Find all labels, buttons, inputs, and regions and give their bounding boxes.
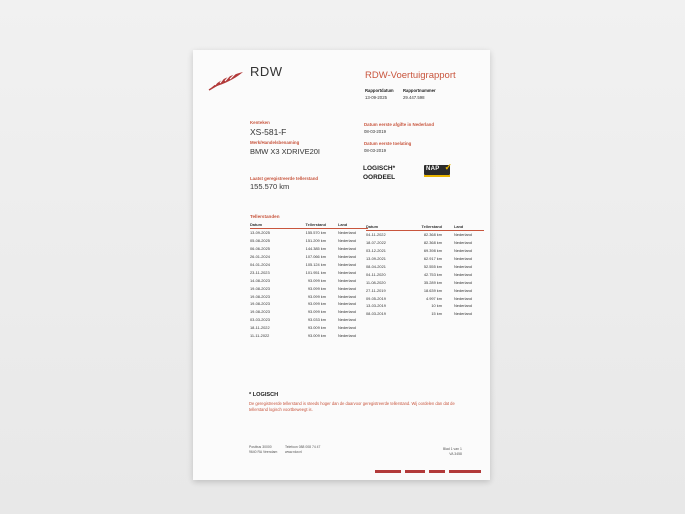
footer-web: www.rdw.nl [285, 450, 302, 454]
reading-land: Nederland [454, 248, 472, 254]
reading-land: Nederland [454, 232, 472, 238]
reading-land: Nederland [338, 293, 356, 299]
plate-value: XS-581-F [250, 127, 287, 137]
check-icon: ✓ [444, 162, 452, 172]
reading-km: 35.289 km [423, 279, 442, 285]
reading-land: Nederland [338, 277, 356, 283]
footer-stripe [405, 470, 425, 473]
reading-land: Nederland [338, 230, 356, 236]
reading-date: 04-01-2024 [250, 262, 270, 267]
table-row [250, 316, 368, 324]
first-nl-label: Datum eerste afgifte in Nederland [364, 122, 435, 127]
reading-km: 93.099 km [307, 293, 326, 299]
reading-date: 18-11-2022 [250, 325, 270, 331]
reading-date: 19-08-2023 [250, 285, 270, 291]
reading-date: 05-08-2025 [250, 238, 270, 244]
report-sheet [193, 50, 490, 480]
report-title: RDW-Voertuigrapport [365, 70, 456, 81]
reading-date: 09-05-2019 [366, 295, 386, 301]
table-row [366, 294, 484, 302]
reading-land: Nederland [454, 311, 472, 317]
reading-date: 04-11-2022 [366, 232, 386, 238]
reading-km: 93.009 km [307, 333, 326, 339]
table-row [366, 255, 484, 263]
readings-table-right [366, 223, 484, 318]
report-number-label: Rapportnummer [403, 88, 436, 93]
table-row [250, 324, 368, 332]
reading-date: 08-04-2021 [366, 264, 386, 269]
reading-km: 62.917 km [423, 256, 442, 262]
reading-date: 08-03-2019 [366, 311, 386, 317]
reading-km: 93.033 km [307, 317, 326, 323]
reading-date: 11-08-2020 [366, 279, 386, 285]
reading-km: 82.368 km [423, 240, 442, 246]
footer-stripe [375, 470, 401, 473]
col-land-header: Land [338, 221, 368, 229]
footer-address-line1: Postbus 30000 [249, 445, 272, 449]
reading-date: 11-11-2022 [250, 333, 270, 339]
reading-land: Nederland [454, 295, 472, 301]
nap-badge [424, 162, 452, 175]
reading-km: 155.570 km [305, 230, 326, 236]
logo-text: RDW [250, 64, 283, 79]
reading-land: Nederland [454, 264, 472, 269]
footer-stripe [449, 470, 481, 473]
table-row [250, 261, 368, 269]
reading-date: 03-03-2023 [250, 317, 270, 323]
reading-km: 105.124 km [305, 262, 326, 267]
table-row [250, 332, 368, 340]
reading-date: 19-08-2023 [250, 301, 270, 307]
table-row [250, 253, 368, 261]
table-row [366, 247, 484, 255]
reading-km: 42.753 km [423, 271, 442, 277]
footer-address [249, 445, 277, 455]
reading-km: 93.099 km [307, 309, 326, 315]
reading-km: 101.951 km [305, 269, 326, 275]
first-nl-value: 08-03-2019 [364, 129, 386, 134]
table-row [250, 276, 368, 284]
reading-km: 107.066 km [305, 254, 326, 260]
table-row [250, 292, 368, 300]
footer-page [443, 447, 462, 457]
reading-date: 13-03-2019 [366, 303, 386, 309]
col-km-header: Tellerstand [406, 223, 454, 231]
reading-land: Nederland [454, 279, 472, 285]
reading-km: 93.099 km [307, 277, 326, 283]
reading-date: 18-07-2022 [366, 240, 386, 246]
reading-km: 151.209 km [305, 238, 326, 244]
table-row [250, 245, 368, 253]
judgement-line2: OORDEEL [363, 174, 396, 181]
table-row [250, 300, 368, 308]
col-date-header: Datum [366, 223, 406, 231]
table-row [250, 284, 368, 292]
judgement-line1: LOGISCH* [363, 165, 396, 172]
reading-km: 18.639 km [423, 287, 442, 293]
table-row [366, 239, 484, 247]
make-label: Merk/Handelsbenaming [250, 140, 300, 145]
footer-phone: Telefoon 088 008 74 47 [285, 445, 321, 449]
report-date-value: 13-09-2025 [365, 95, 387, 100]
reading-land: Nederland [454, 256, 472, 262]
nap-text: NAP [426, 166, 440, 172]
nap-bar [424, 175, 450, 177]
reading-km: 82.368 km [423, 232, 442, 238]
table-row [366, 270, 484, 278]
reading-land: Nederland [454, 287, 472, 293]
reading-date: 04-11-2020 [366, 271, 386, 277]
reading-date: 23-11-2023 [250, 269, 270, 275]
first-admission-value: 08-03-2019 [364, 148, 386, 153]
reading-km: 69.398 km [423, 248, 442, 254]
footnote-text: De geregistreerde tellerstand is steeds hoger dan de daarvoor geregistreerde tellerstand. Wij oordelen dan dat de tellerstand logisch voortbeweegt is. [249, 401, 455, 412]
table-row [366, 310, 484, 318]
reading-date: 19-08-2023 [250, 293, 270, 299]
reading-date: 06-06-2025 [250, 246, 270, 252]
footer-contact [285, 445, 320, 455]
table-row [366, 302, 484, 310]
reading-date: 03-12-2021 [366, 248, 386, 254]
table-row [250, 308, 368, 316]
col-land-header: Land [454, 223, 484, 231]
report-number-value: 29.447.598 [403, 95, 425, 100]
reading-km: 52.555 km [423, 264, 442, 269]
col-km-header: Tellerstand [290, 221, 338, 229]
footer-code: VA 3458 [449, 452, 462, 456]
reading-land: Nederland [454, 271, 472, 277]
first-admission-label: Datum eerste toelating [364, 141, 412, 146]
mileage-label: Laatst geregistreerde tellerstand [250, 176, 319, 181]
reading-land: Nederland [338, 246, 356, 252]
reading-land: Nederland [454, 303, 472, 309]
reading-km: 93.009 km [307, 325, 326, 331]
reading-land: Nederland [338, 333, 356, 339]
footnote-head: * LOGISCH [249, 392, 279, 398]
reading-land: Nederland [338, 325, 356, 331]
readings-table-left [250, 221, 368, 339]
reading-land: Nederland [338, 301, 356, 307]
mileage-value: 155.570 km [250, 182, 290, 191]
reading-km: 15 km [431, 311, 442, 317]
plate-label: Kenteken [250, 120, 270, 125]
table-row [250, 268, 368, 276]
table-row [366, 231, 484, 239]
reading-date: 13-09-2021 [366, 256, 386, 262]
footer-stripe [429, 470, 445, 473]
reading-land: Nederland [338, 285, 356, 291]
make-value: BMW X3 XDRIVE20I [250, 147, 321, 156]
reading-date: 19-08-2023 [250, 309, 270, 315]
table-row [366, 263, 484, 271]
reading-km: 4.997 km [425, 295, 442, 301]
reading-km: 10 km [431, 303, 442, 309]
table-row [250, 237, 368, 245]
report-date-label: Rapportdatum [365, 88, 394, 93]
reading-km: 93.099 km [307, 285, 326, 291]
reading-land: Nederland [338, 254, 356, 260]
readings-title: Tellerstanden [250, 214, 280, 219]
footer-page-number: Blad 1 van 1 [443, 447, 462, 451]
reading-land: Nederland [338, 269, 356, 275]
table-row [366, 278, 484, 286]
reading-date: 26-01-2024 [250, 254, 270, 260]
rdw-logo-icon [207, 68, 247, 92]
reading-km: 93.099 km [307, 301, 326, 307]
reading-date: 13-09-2025 [250, 230, 270, 236]
reading-land: Nederland [338, 309, 356, 315]
reading-land: Nederland [338, 238, 356, 244]
table-row [250, 229, 368, 237]
col-date-header: Datum [250, 221, 290, 229]
footer-address-line2: 9640 RA Veendam [249, 450, 278, 454]
reading-land: Nederland [338, 317, 356, 323]
reading-land: Nederland [338, 262, 356, 267]
table-row [366, 286, 484, 294]
reading-date: 27-11-2019 [366, 287, 386, 293]
reading-date: 14-08-2023 [250, 277, 270, 283]
reading-km: 144.385 km [305, 246, 326, 252]
reading-land: Nederland [454, 240, 472, 246]
